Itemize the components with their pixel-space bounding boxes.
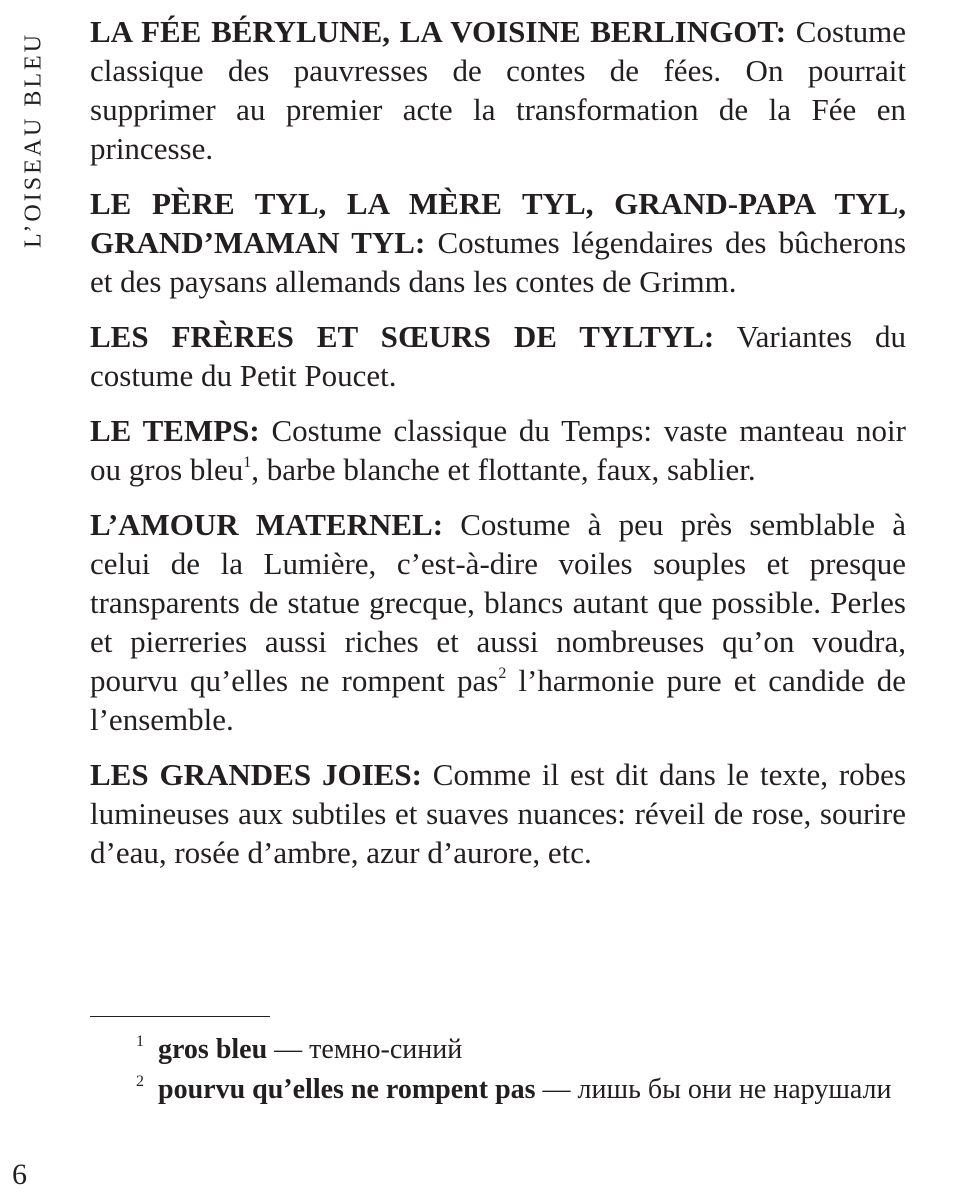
- entry-text: l’harmonie pure et candide de l’ensemble.: [90, 663, 906, 737]
- running-head: L’OISEAU BLEU: [20, 31, 47, 249]
- entry-term: LES GRANDES JOIES:: [90, 757, 422, 792]
- entry-text: , barbe blanche et flottante, faux, sablier.: [251, 452, 756, 487]
- footnote-number: 1: [136, 1033, 144, 1050]
- entry-term: LES FRÈRES ET SŒURS DE TYLTYL:: [90, 319, 715, 354]
- entry-text: Costume à peu près semblable à celui de la Lumière, c’est-à-dire voiles souples et presque transparents de statue grecque, blancs autant que possible. Perles et pierreries aussi riches et aussi nombreuses qu’on voudra, pourvu qu’elles ne rompent pas: [90, 507, 906, 698]
- footnote-ref[interactable]: 2: [498, 665, 507, 682]
- footnote-2: [90, 1070, 906, 1110]
- footnote-ref[interactable]: 1: [243, 454, 252, 471]
- page-body: [90, 12, 906, 888]
- footnote-number: 2: [136, 1073, 144, 1090]
- footnote-1: [90, 1030, 906, 1070]
- entry-famille-tyl: [90, 184, 906, 301]
- entry-fee-berylune: [90, 12, 906, 168]
- footnote-term: pourvu qu’elles ne rompent pas: [158, 1074, 536, 1105]
- footnotes: [90, 1030, 906, 1110]
- entry-text: Variantes du costume du Petit Poucet.: [90, 319, 906, 393]
- entry-text: Costume classique du Temps: vaste manteau noir ou gros bleu: [90, 413, 906, 487]
- footnote-gloss: — лишь бы они не нарушали: [535, 1074, 892, 1105]
- footnote-gloss: — темно-синий: [267, 1034, 463, 1065]
- entry-term: L’AMOUR MATERNEL:: [90, 507, 444, 542]
- page-number: 6: [12, 1158, 27, 1191]
- entry-term: LA FÉE BÉRYLUNE, LA VOISINE BERLINGOT:: [90, 14, 787, 49]
- entry-le-temps: [90, 411, 906, 489]
- entry-text: Comme il est dit dans le texte, robes lumineuses aux subtiles et suaves nuances: réveil de rose, sourire d’eau, rosée d’ambre, azur d’aurore, etc.: [90, 757, 907, 870]
- entry-term: LE PÈRE TYL, LA MÈRE TYL, GRAND-PAPA TYL, GRAND’MAMAN TYL:: [90, 186, 906, 260]
- entry-text: Costumes légendaires des bûcherons et des paysans allemands dans les contes de Grimm.: [90, 225, 907, 299]
- footnote-term: gros bleu: [158, 1034, 268, 1065]
- footnote-divider: [90, 1016, 270, 1017]
- entry-text: Costume classique des pauvresses de contes de fées. On pourrait supprimer au premier acte la transformation de la Fée en princesse.: [90, 14, 906, 166]
- entry-grandes-joies: [90, 755, 906, 872]
- entry-freres-soeurs: [90, 317, 906, 395]
- entry-term: LE TEMPS:: [90, 413, 260, 448]
- entry-amour-maternel: [90, 505, 906, 739]
